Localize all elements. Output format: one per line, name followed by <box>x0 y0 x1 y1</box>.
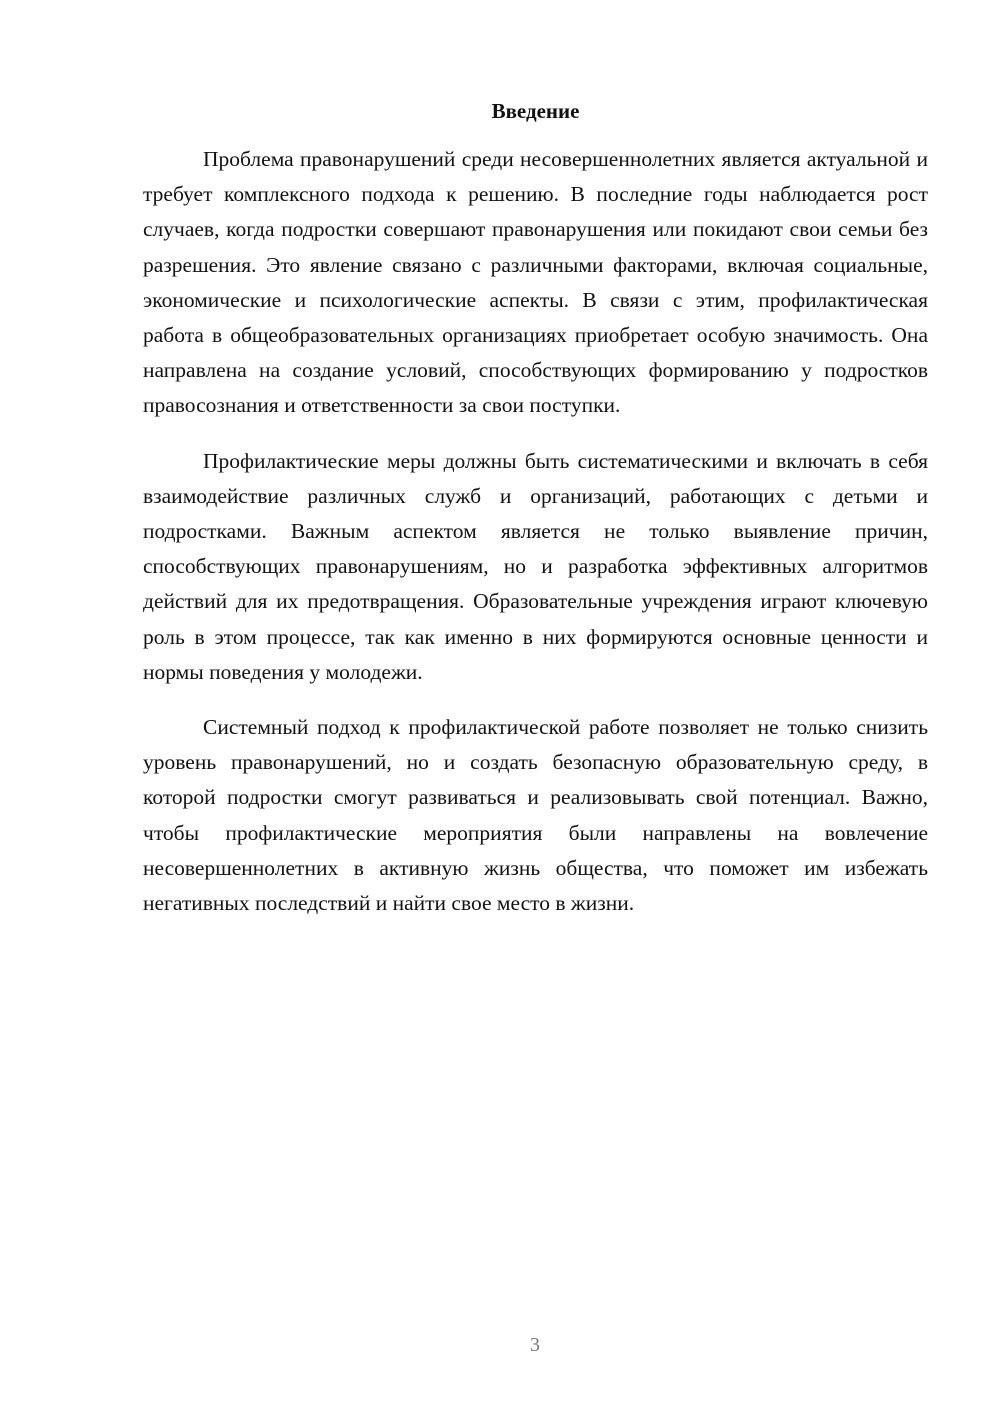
paragraph-3: Системный подход к профилактической работе позволяет не только снизить уровень правонарушений, но и создать безопасную образовательную среду, в которой подростки смогут развиваться и реализовывать свой потенциал. Важно, чтобы профилактические мероприятия были направлены на вовлечение несовершеннолетних в активную жизнь общества, что поможет им избежать негативных последствий и найти свое место в жизни. <box>143 715 928 916</box>
paragraph-1: Проблема правонарушений среди несовершеннолетних является актуальной и требует комплексного подхода к решению. В последние годы наблюдается рост случаев, когда подростки совершают правонарушения или покидают свои семьи без разрешения. Это явление связано с различными факторами, включая социальные, экономические и психологические аспекты. В связи с этим, профилактическая работа в общеобразовательных организациях приобретает особую значимость. Она направлена на создание условий, способствующих формированию у подростков правосознания и ответственности за свои поступки. <box>143 147 928 418</box>
body-text <box>143 142 928 941</box>
section-heading: Введение <box>491 99 580 123</box>
page-number: 3 <box>530 1334 540 1356</box>
paragraph-2: Профилактические меры должны быть систематическими и включать в себя взаимодействие различных служб и организаций, работающих с детьми и подростками. Важным аспектом является не только выявление причин, способствующих правонарушениям, но и разработка эффективных алгоритмов действий для их предотвращения. Образовательные учреждения играют ключевую роль в этом процессе, так как именно в них формируются основные ценности и нормы поведения у молодежи. <box>143 448 928 684</box>
